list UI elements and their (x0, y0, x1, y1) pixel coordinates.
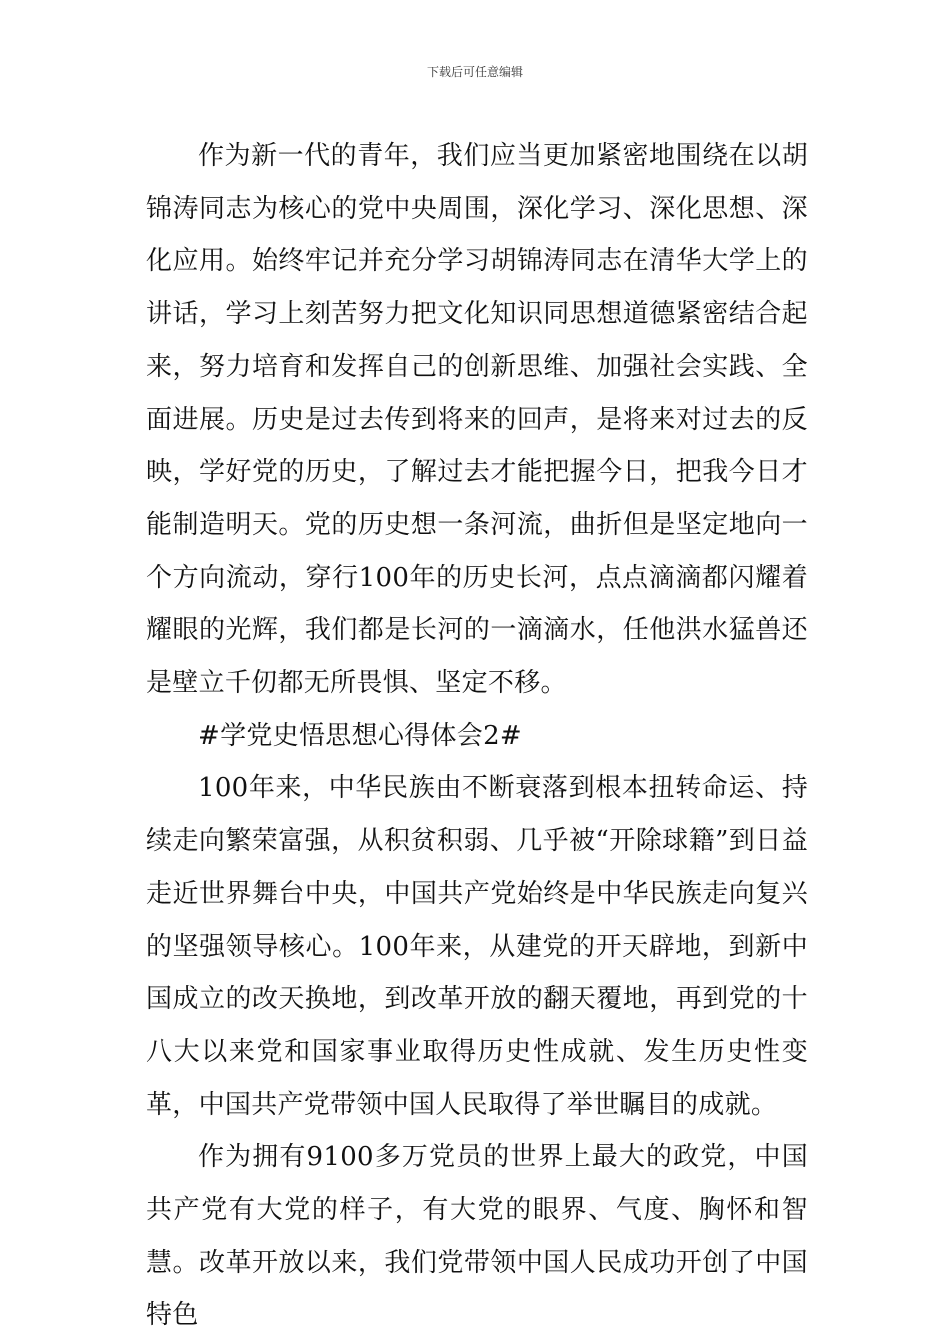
page-header: 下载后可任意编辑 (426, 65, 523, 79)
document-body (146, 130, 808, 1342)
paragraph-2: 100年来，中华民族由不断衰落到根本扭转命运、持续走向繁荣富强，从积贫积弱、几乎被“开除球籍”到日益走近世界舞台中央，中国共产党始终是中华民族走向复兴的坚强领导核心。100年来，从建党的开天辟地，到新中国成立的改天换地，到改革开放的翻天覆地，再到党的十八大以来党和国家事业取得历史性成就、发生历史性变革，中国共产党带领中国人民取得了举世瞩目的成就。 (146, 773, 808, 1120)
paragraph-3: 作为拥有9100多万党员的世界上最大的政党，中国共产党有大党的样子，有大党的眼界、气度、胸怀和智慧。改革开放以来，我们党带领中国人民成功开创了中国特色 (146, 1142, 808, 1331)
paragraph-1: 作为新一代的青年，我们应当更加紧密地围绕在以胡锦涛同志为核心的党中央周围，深化学习、深化思想、深化应用。始终牢记并充分学习胡锦涛同志在清华大学上的讲话，学习上刻苦努力把文化知识同思想道德紧密结合起来，努力培育和发挥自己的创新思维、加强社会实践、全面进展。历史是过去传到将来的回声，是将来对过去的反映，学好党的历史，了解过去才能把握今日，把我今日才能制造明天。党的历史想一条河流，曲折但是坚定地向一个方向流动，穿行100年的历史长河，点点滴滴都闪耀着耀眼的光辉，我们都是长河的一滴滴水，任他洪水猛兽还是壁立千仞都无所畏惧、坚定不移。 (146, 141, 808, 699)
section-heading: #学党史悟思想心得体会2# (198, 720, 523, 751)
